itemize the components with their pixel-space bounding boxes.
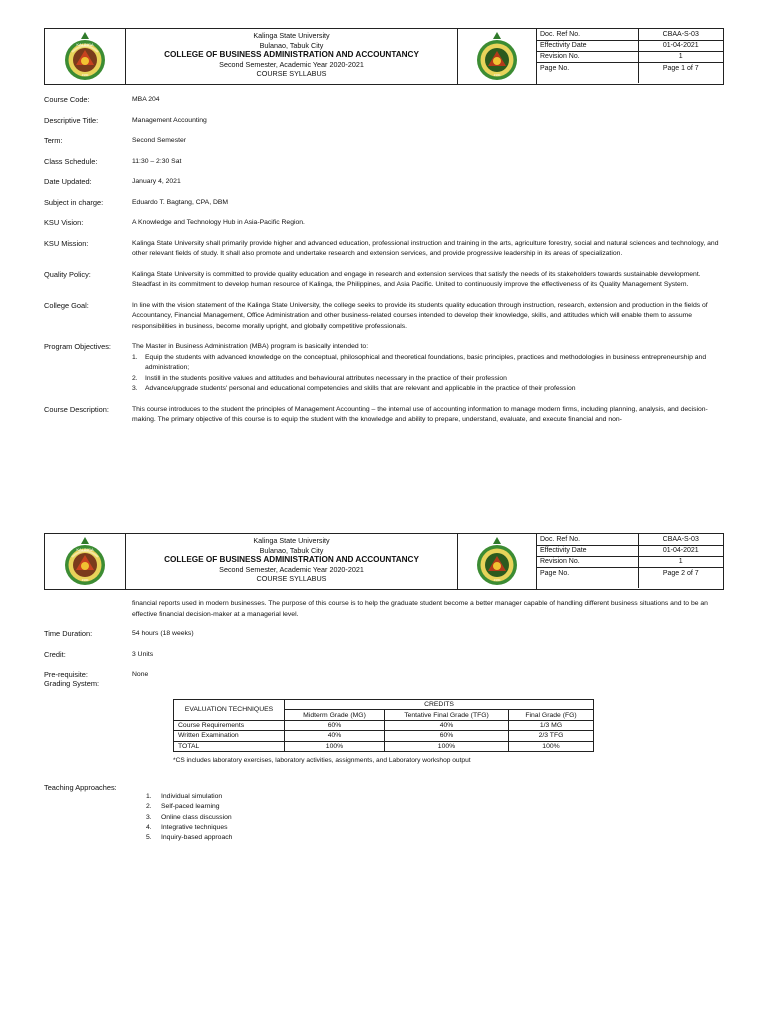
semester-line: Second Semester, Academic Year 2020-2021 [219, 59, 364, 69]
doc-info-table [537, 534, 723, 589]
course-details [44, 95, 724, 426]
university-location: Bulanao, Tabuk City [259, 545, 324, 555]
title-row: Descriptive Title: Management Accounting [44, 115, 207, 125]
program-objectives-row: Program Objectives: The Master in Business Administration (MBA) program is basically intended to: 1. Equip the students with advanced knowledge on the conceptual, philosophical and theoretical foundations, basic principles, practices and methodologies in business entrepreneurship and administration; 2. Instill in the students positive values and attitudes and behavioural attributes necessary in the practice of their profession 3. Advance/upgrade students' personal and educational competencies and skills that are relevant and applicable in the practice of their profession [44, 342, 724, 395]
doc-ref-value: CBAA-S-03 [638, 534, 723, 545]
schedule-row: Class Schedule: 11:30 – 2:30 Sat [44, 156, 182, 166]
eval-techniques-header: EVALUATION TECHNIQUES [174, 700, 285, 721]
college-name: COLLEGE OF BUSINESS ADMINISTRATION AND ACCOUNTANCY [164, 555, 419, 565]
term-row: Term: Second Semester [44, 136, 187, 145]
effectivity-label: Effectivity Date [537, 545, 638, 556]
mission-row: KSU Mission: Kalinga State University shall primarily provide higher and advanced education, professional instruction and training in the arts, agriculture forestry, social and natural sciences and technology, and other relevant fields of study. It shall also promote and undertake research and extension services, and provide progressive leadership in its areas of specialization. [44, 238, 719, 257]
list-item: 1. Equip the students with advanced knowledge on the conceptual, philosophical and theoretical foundations, basic principles, practices and methodologies in business entrepreneurship and administration; [132, 353, 707, 371]
page-value: Page 2 of 7 [638, 567, 723, 588]
svg-text:1990: 1990 [493, 577, 501, 582]
teaching-approaches-label: Teaching Approaches: [44, 783, 117, 792]
svg-text:KALINGA: KALINGA [76, 41, 94, 47]
document-header [44, 533, 724, 590]
college-name: COLLEGE OF BUSINESS ADMINISTRATION AND ACCOUNTANCY [164, 50, 419, 60]
header-title-block [126, 534, 457, 589]
revision-value: 1 [638, 51, 723, 62]
doc-ref-label: Doc. Ref No. [537, 534, 638, 545]
grading-note: *CS includes laboratory exercises, laboratory activities, assignments, and Laboratory workshop output [173, 757, 471, 764]
effectivity-value: 01-04-2021 [638, 545, 723, 556]
college-goal-row: College Goal: In line with the vision statement of the Kalinga State University, the college seeks to provide its students quality education through instruction, research, extension and production in the fields of Accountancy, Financial Management, Office Administration and other business-related courses intended to develop their knowledge, skills, and attitudes which will enable them to assume responsibilities in business, become morally upright, and globally competitive professionals. [44, 300, 708, 330]
page-label: Page No. [540, 64, 570, 72]
quality-policy-row: Quality Policy: Kalinga State University is committed to provide quality education and engage in research and extension services that satisfy the needs of its stakeholders towards sustainable development. Steadfast in its commitment to develop human resource of Kalinga, the Philippines, and Asia Pacific. United to continuously improve the effectiveness of its Quality Management System. [44, 269, 701, 288]
right-logo-cell [457, 29, 537, 84]
list-item: 5. Inquiry-based approach [146, 834, 233, 842]
page-value: Page 1 of 7 [638, 62, 723, 83]
tentative-final-grade-header: Tentative Final Grade (TFG) [385, 710, 509, 720]
semester-line: Second Semester, Academic Year 2020-2021 [219, 564, 364, 574]
doc-ref-value: CBAA-S-03 [638, 29, 723, 40]
svg-text:KALINGA: KALINGA [76, 546, 94, 552]
college-seal-icon [476, 537, 518, 587]
effectivity-value: 01-04-2021 [638, 40, 723, 51]
course-description-continued: financial reports used in modern businesses. The purpose of this course is to help the graduate student become a better manager capable of handling different business situations and to be an effective financial decision-maker at a managerial level. [132, 600, 708, 618]
incharge-row: Subject in charge: Eduardo T. Bagtang, CPA, DBM [44, 197, 229, 207]
duration-row: Time Duration: 54 hours (18 weeks) [44, 629, 194, 638]
course-description-row: Course Description: This course introduces to the student the principles of Management Accounting – the internal use of accounting information to manage modern firms, including planning, analysis, and decision-making. The primary objective of this course is to equip the student with the knowledge and ability to prepare, understand, evaluate, and execute financial and non- [44, 404, 708, 423]
doc-type: COURSE SYLLABUS [256, 574, 327, 584]
doc-type: COURSE SYLLABUS [256, 69, 327, 79]
table-row: TOTAL 100% 100% 100% [174, 741, 594, 751]
page-separator [0, 500, 768, 515]
revision-label: Revision No. [537, 556, 638, 567]
svg-text:1990: 1990 [493, 72, 501, 77]
syllabus-page-2 [0, 515, 768, 1024]
credit-row: Credit: 3 Units [44, 649, 154, 659]
svg-text:1990: 1990 [81, 72, 89, 77]
university-location: Bulanao, Tabuk City [259, 40, 324, 50]
list-item: 3. Advance/upgrade students' personal and educational competencies and skills that are relevant and applicable in the practice of their profession [132, 385, 576, 392]
svg-text:1990: 1990 [81, 577, 89, 582]
grading-table [173, 699, 594, 752]
syllabus-page-1 [0, 0, 768, 500]
doc-info-table [537, 29, 723, 84]
list-item: 4. Integrative techniques [146, 823, 228, 831]
effectivity-label: Effectivity Date [537, 40, 638, 51]
table-row: Course Requirements 60% 40% 1/3 MG [174, 720, 594, 730]
list-item: 3. Online class discussion [146, 813, 232, 821]
list-item: 1. Individual simulation [146, 793, 223, 800]
header-title-block [126, 29, 457, 84]
course-code-row: Course Code: MBA 204 [44, 95, 160, 104]
doc-ref-label: Doc. Ref No. [537, 29, 638, 40]
university-seal-icon [64, 32, 106, 82]
midterm-grade-header: Midterm Grade (MG) [285, 710, 385, 720]
credits-header: CREDITS [285, 700, 594, 710]
objectives-intro: The Master in Business Administration (MBA) program is basically intended to: [132, 343, 369, 350]
left-logo-cell [45, 534, 126, 589]
updated-row: Date Updated: January 4, 2021 [44, 177, 181, 186]
revision-label: Revision No. [537, 51, 638, 62]
revision-value: 1 [638, 556, 723, 567]
list-item: 2. Self-paced learning [146, 803, 220, 811]
final-grade-header: Final Grade (FG) [509, 710, 594, 720]
teaching-approaches-list [146, 792, 232, 843]
list-item: 2. Instill in the students positive values and attitudes and behavioural attributes necessary in the practice of their profession [132, 374, 507, 382]
college-seal-icon [476, 32, 518, 82]
prerequisite-row: Pre-requisite: Grading System: None [44, 670, 149, 688]
university-name: Kalinga State University [253, 536, 330, 545]
table-row: Written Examination 40% 60% 2/3 TFG [174, 731, 594, 741]
page-label: Page No. [540, 569, 570, 577]
vision-row: KSU Vision: A Knowledge and Technology Hub in Asia-Pacific Region. [44, 218, 305, 227]
left-logo-cell [45, 29, 126, 84]
university-name: Kalinga State University [253, 31, 330, 40]
right-logo-cell [457, 534, 537, 589]
page2-details [44, 599, 724, 688]
university-seal-icon [64, 537, 106, 587]
grading-system-label: Grading System: [44, 679, 100, 688]
objectives-list [132, 353, 724, 395]
document-header [44, 28, 724, 85]
